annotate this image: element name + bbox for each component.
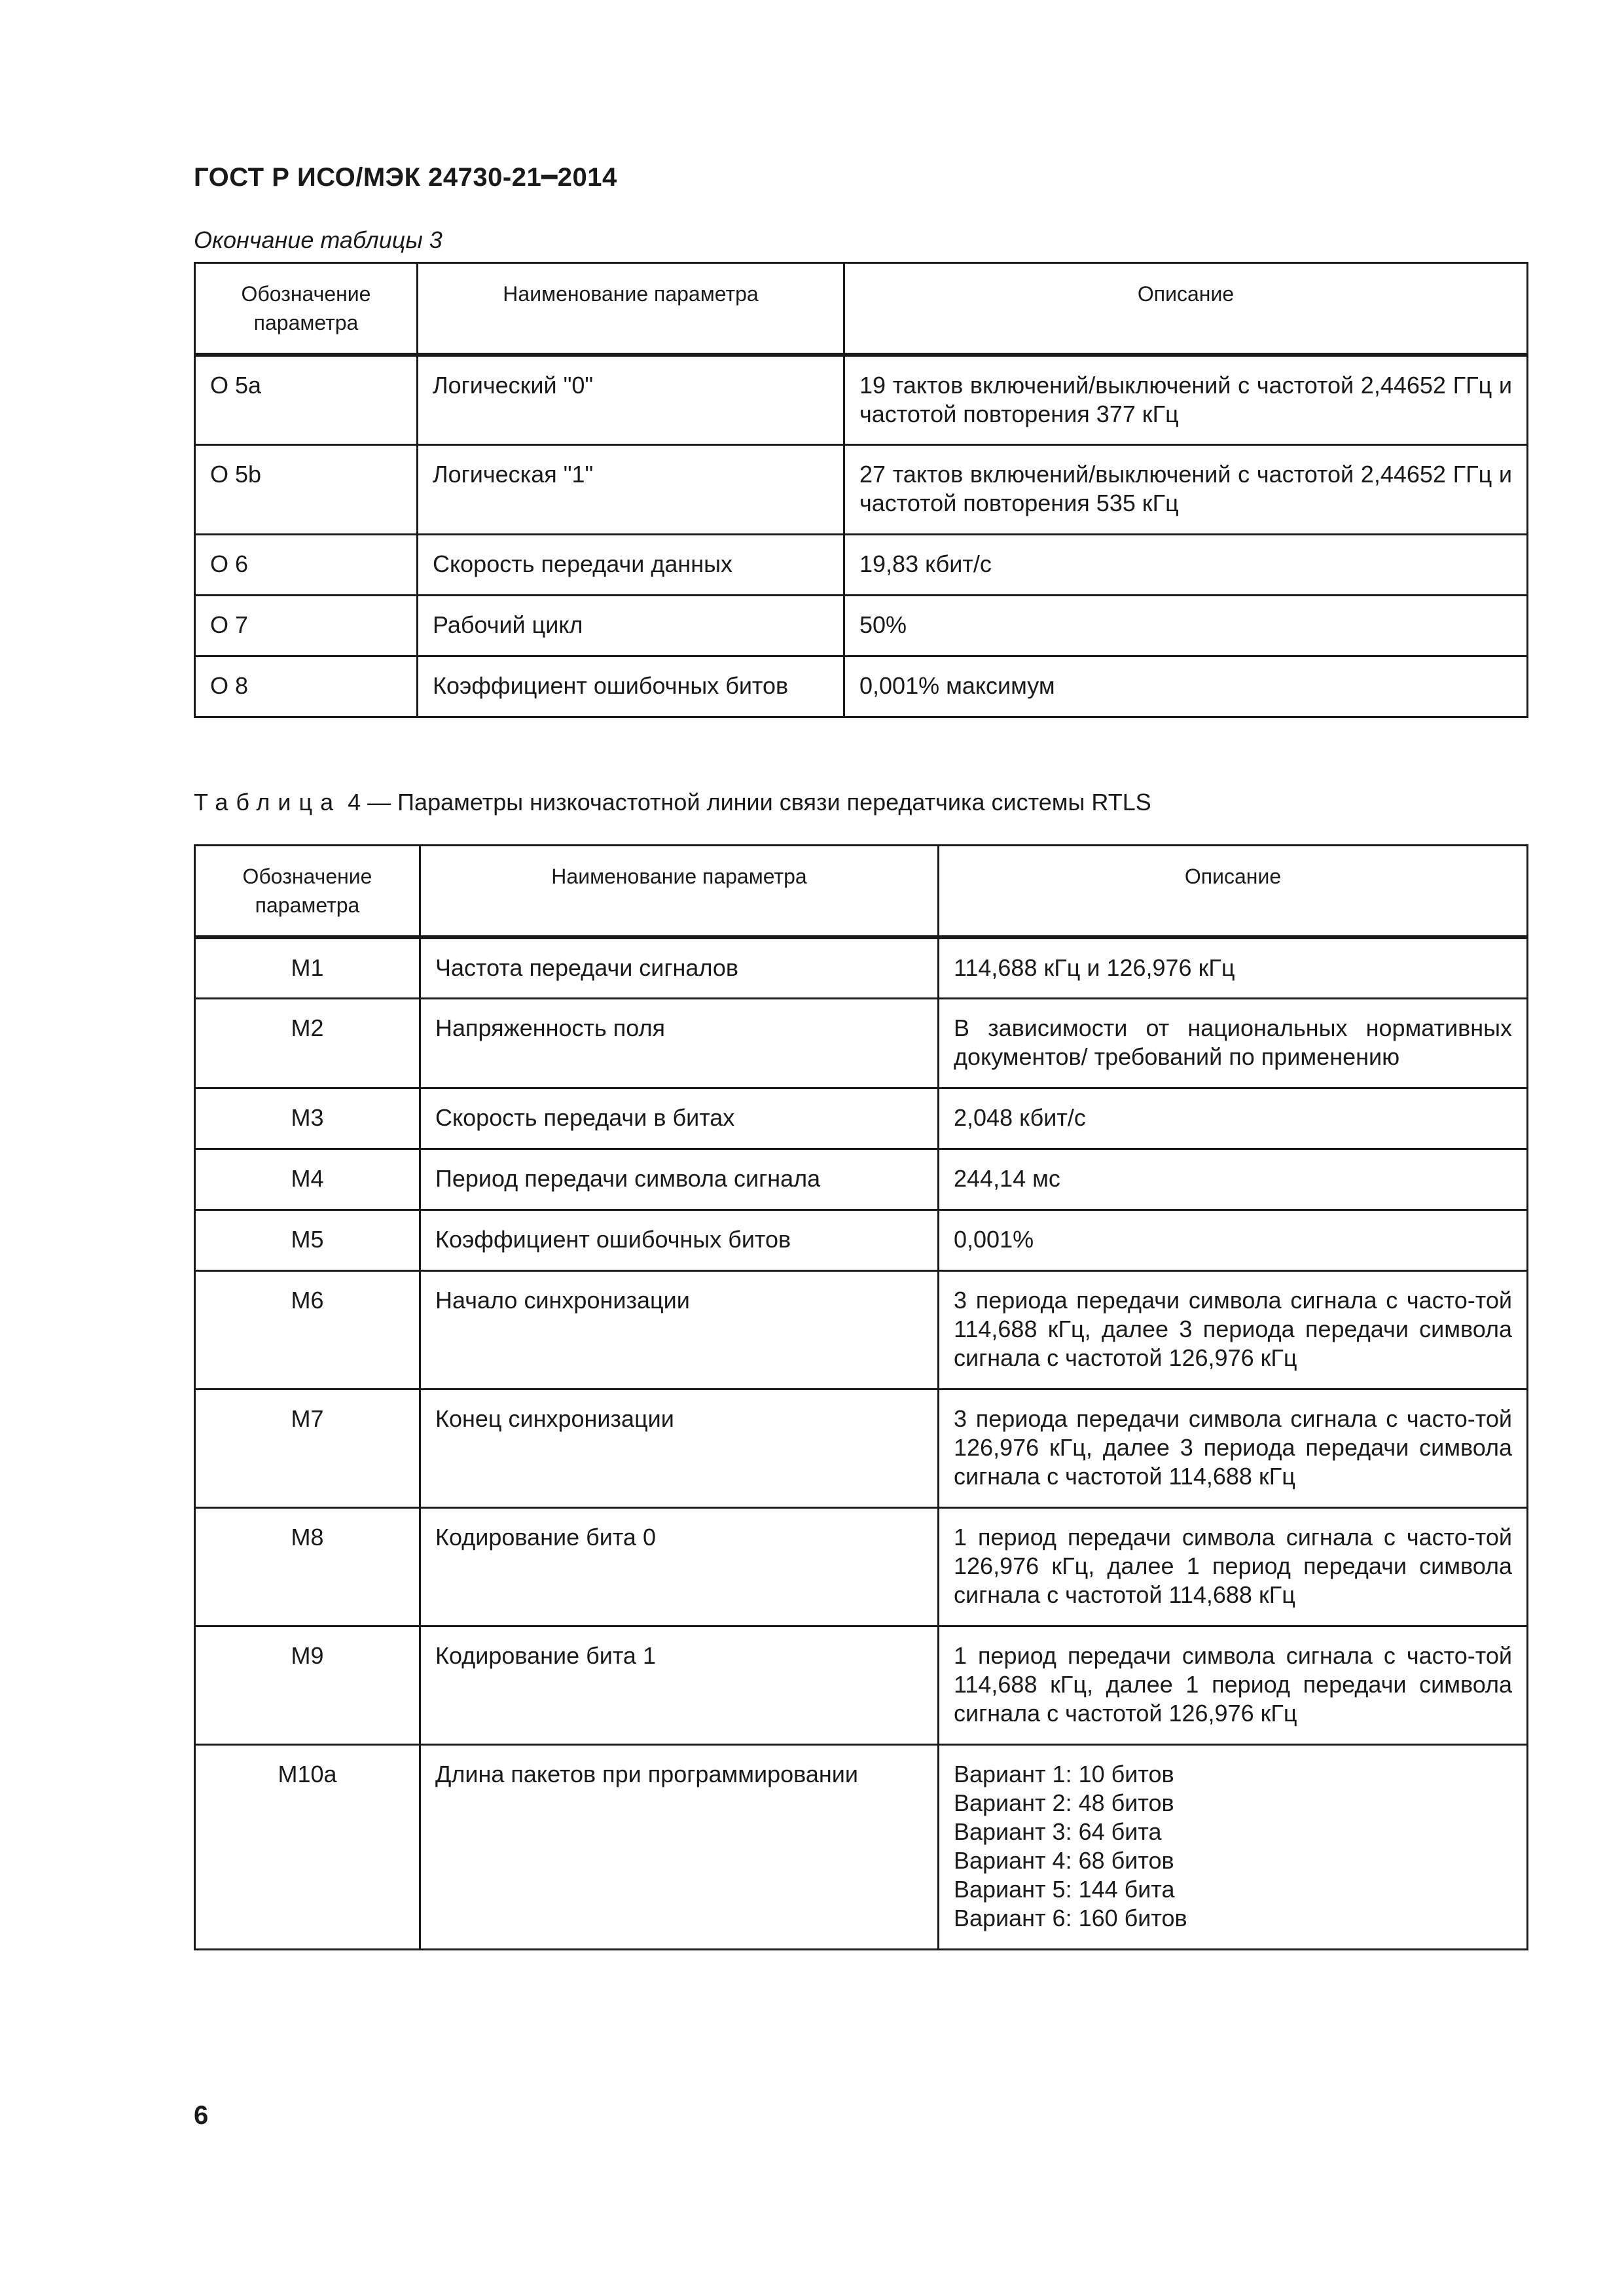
param-name: Коэффициент ошибочных битов: [418, 656, 844, 717]
table-row: [195, 1088, 1528, 1149]
column-header: Описание: [844, 263, 1528, 355]
param-desc: 244,14 мс: [939, 1149, 1528, 1210]
table3-caption: Окончание таблицы 3: [194, 226, 442, 253]
table-row: [195, 1270, 1528, 1389]
table4-caption: [194, 789, 1151, 816]
param-code: M4: [195, 1149, 420, 1210]
page-number: 6: [194, 2101, 209, 2130]
table-row: [195, 1744, 1528, 1949]
option-item: Вариант 4: 68 битов: [954, 1846, 1174, 1874]
param-name: Рабочий цикл: [418, 595, 844, 656]
param-code: M1: [195, 937, 420, 998]
param-desc: 114,688 кГц и 126,976 кГц: [939, 937, 1528, 998]
param-desc: 1 период передачи символа сигнала с часто-той 114,688 кГц, далее 1 период передачи символа сигнала с частотой 126,976 кГц: [939, 1626, 1528, 1744]
param-desc: 2,048 кбит/с: [939, 1088, 1528, 1149]
column-header: Описание: [939, 846, 1528, 938]
param-name: Кодирование бита 0: [420, 1507, 939, 1626]
param-name: Кодирование бита 1: [420, 1626, 939, 1744]
param-name: Конец синхронизации: [420, 1389, 939, 1507]
column-header: Обозначение параметра: [195, 263, 418, 355]
param-desc: 19 тактов включений/выключений с частотой 2,44652 ГГц и частотой повторения 377 кГц: [844, 355, 1528, 444]
table-3: [194, 262, 1528, 718]
param-desc: 0,001%: [939, 1210, 1528, 1270]
param-desc: В зависимости от национальных нормативных документов/ требований по применению: [939, 998, 1528, 1088]
param-name: Длина пакетов при программировании: [420, 1744, 939, 1949]
column-header: Наименование параметра: [418, 263, 844, 355]
param-code: O 5b: [195, 444, 418, 534]
param-desc: 3 периода передачи символа сигнала с часто-той 126,976 кГц, далее 3 периода передачи символа сигнала с частотой 114,688 кГц: [939, 1389, 1528, 1507]
param-desc: 1 период передачи символа сигнала с часто-той 126,976 кГц, далее 1 период передачи символа сигнала с частотой 114,688 кГц: [939, 1507, 1528, 1626]
table-row: [195, 595, 1528, 656]
param-code: M9: [195, 1626, 420, 1744]
table-row: [195, 998, 1528, 1088]
column-header: Обозначение параметра: [195, 846, 420, 938]
table-row: [195, 534, 1528, 595]
table-row: [195, 355, 1528, 444]
table-header-row: [195, 846, 1528, 938]
param-desc: 3 периода передачи символа сигнала с часто-той 114,688 кГц, далее 3 периода передачи символа сигнала с частотой 126,976 кГц: [939, 1270, 1528, 1389]
param-name: Скорость передачи данных: [418, 534, 844, 595]
option-item: Вариант 1: 10 битов: [954, 1760, 1174, 1787]
param-desc: 0,001% максимум: [844, 656, 1528, 717]
table4-caption-text: 4 — Параметры низкочастотной линии связи передатчика системы RTLS: [341, 789, 1151, 816]
table-row: [195, 937, 1528, 998]
param-code: O 5a: [195, 355, 418, 444]
table-row: [195, 1149, 1528, 1210]
param-desc: 50%: [844, 595, 1528, 656]
table-row: [195, 1389, 1528, 1507]
table-row: [195, 656, 1528, 717]
param-desc: 19,83 кбит/с: [844, 534, 1528, 595]
param-code: M7: [195, 1389, 420, 1507]
option-item: Вариант 6: 160 битов: [954, 1904, 1187, 1931]
param-name: Скорость передачи в битах: [420, 1088, 939, 1149]
table-row: [195, 1507, 1528, 1626]
param-name: Коэффициент ошибочных битов: [420, 1210, 939, 1270]
option-item: Вариант 5: 144 бита: [954, 1875, 1175, 1903]
param-name: Частота передачи сигналов: [420, 937, 939, 998]
param-code: M2: [195, 998, 420, 1088]
table-row: [195, 444, 1528, 534]
column-header: Наименование параметра: [420, 846, 939, 938]
param-desc: 27 тактов включений/выключений с частотой 2,44652 ГГц и частотой повторения 535 кГц: [844, 444, 1528, 534]
param-name: Начало синхронизации: [420, 1270, 939, 1389]
param-code: M6: [195, 1270, 420, 1389]
param-code: M5: [195, 1210, 420, 1270]
param-code: M3: [195, 1088, 420, 1149]
param-code: O 8: [195, 656, 418, 717]
param-name: Напряженность поля: [420, 998, 939, 1088]
param-code: M10a: [195, 1744, 420, 1949]
option-item: Вариант 3: 64 бита: [954, 1818, 1162, 1845]
table-4: [194, 844, 1528, 1950]
param-name: Логическая "1": [418, 444, 844, 534]
table-row: [195, 1210, 1528, 1270]
table-header-row: [195, 263, 1528, 355]
option-item: Вариант 2: 48 битов: [954, 1789, 1174, 1816]
param-code: O 7: [195, 595, 418, 656]
param-name: Период передачи символа сигнала: [420, 1149, 939, 1210]
table-row: [195, 1626, 1528, 1744]
param-code: M8: [195, 1507, 420, 1626]
param-code: O 6: [195, 534, 418, 595]
param-name: Логический "0": [418, 355, 844, 444]
table4-caption-label: Таблица: [194, 789, 342, 816]
document-header: ГОСТ Р ИСО/МЭК 24730-21━2014: [194, 163, 617, 192]
param-desc-options: [939, 1744, 1528, 1949]
